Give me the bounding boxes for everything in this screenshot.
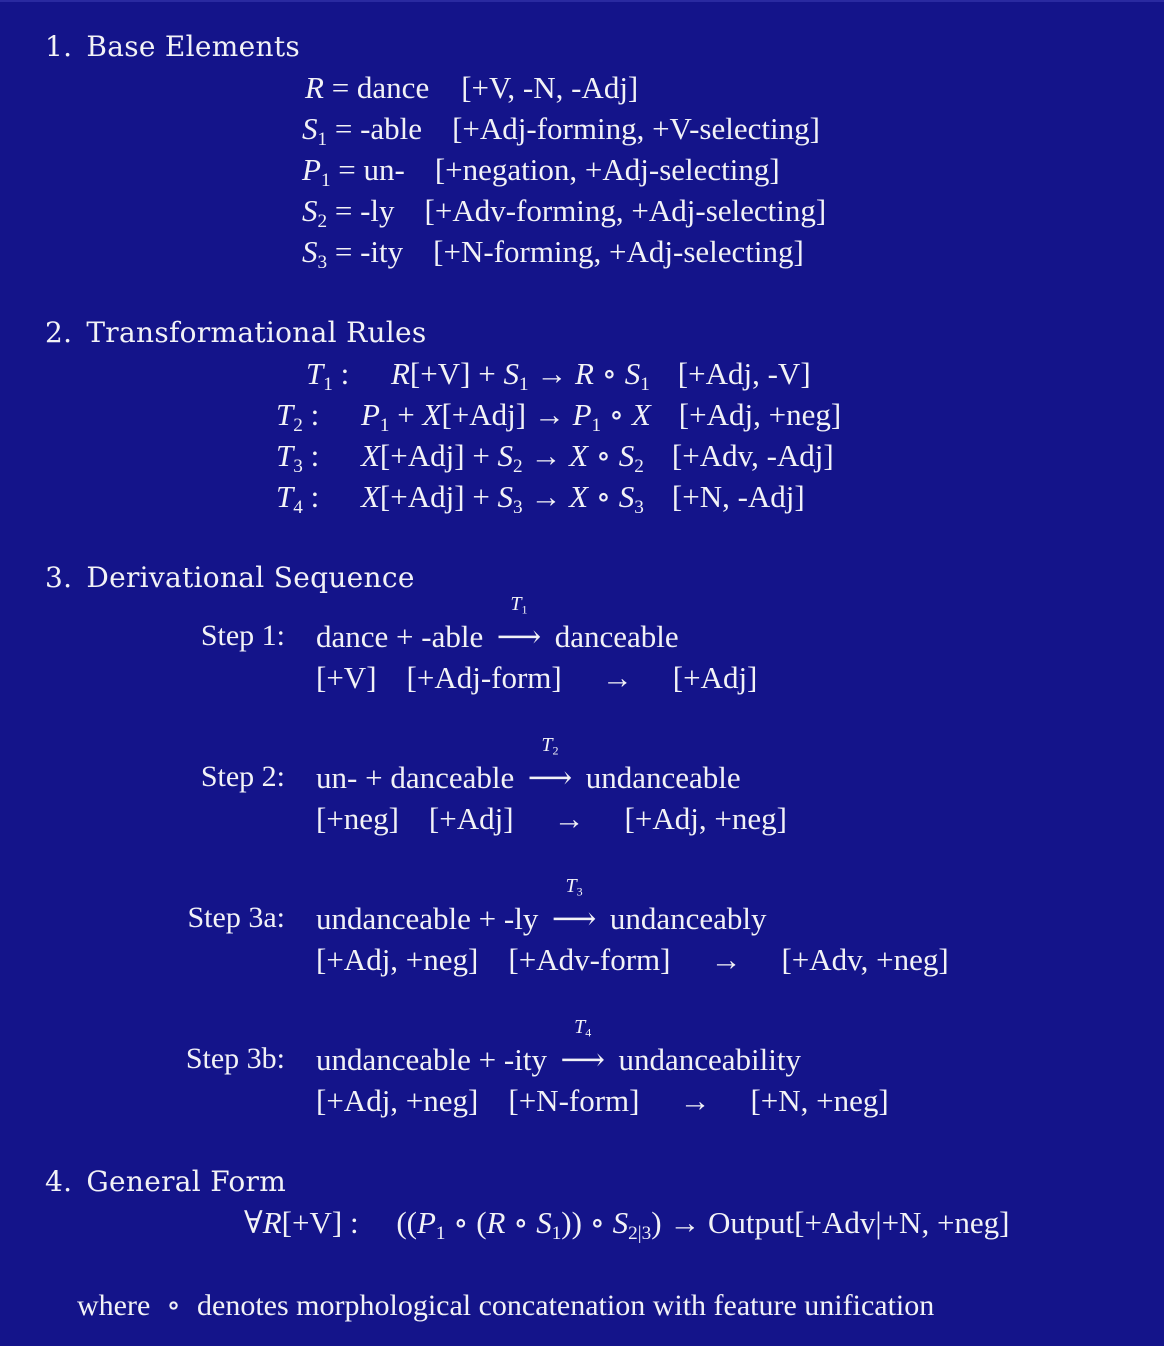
base-element-s3: $S_3 = -ity$ [+N-forming, +Adj-selecting]: [302, 234, 804, 273]
section-number: 2.: [45, 316, 73, 349]
transform-arrow: $T_2$ ⟶: [527, 734, 573, 795]
section-number: 4.: [45, 1165, 73, 1198]
section-heading-base-elements: [45, 30, 300, 63]
step-label: Step 2:: [200, 760, 285, 793]
rule-t4: $T_4$ : $X[+Adj] + S_3 \to X$ ∘ $S_3$ [+N, -Adj]: [276, 479, 805, 518]
section-title: Base Elements: [86, 30, 301, 63]
step-2-derivation: un- + danceable $T_2$ ⟶ undanceable: [316, 734, 741, 795]
transform-arrow: $T_4$ ⟶: [560, 1016, 605, 1077]
rule-t3: $T_3$ : $X[+Adj] + S_2 \to X$ ∘ $S_2$ [+Adv, -Adj]: [276, 438, 834, 477]
transform-arrow: $T_1$ ⟶: [496, 593, 542, 654]
step-1-derivation: dance + -able $T_1$ ⟶ danceable: [316, 593, 679, 654]
step-3a-derivation: undanceable + -ly $T_3$ ⟶ undanceably: [316, 875, 767, 936]
section-heading-derivational-sequence: [45, 561, 415, 594]
base-element-s2: $S_2 = -ly$ [+Adv-forming, +Adj-selecting]: [302, 193, 827, 232]
section-heading-general-form: [45, 1165, 286, 1198]
top-border: [0, 0, 1164, 2]
section-number: 1.: [45, 30, 73, 63]
rule-t1: $T_1$ : $R[+V] + S_1 \to R$ ∘ $S_1$ [+Adj, -V]: [306, 356, 811, 395]
section-title: Transformational Rules: [86, 316, 427, 349]
base-element-r: R = dance [+V, -N, -Adj]: [305, 70, 639, 105]
step-label: Step 3b:: [185, 1042, 285, 1075]
transform-arrow: $T_3$ ⟶: [551, 875, 597, 936]
circle-operator: ∘: [166, 1289, 182, 1322]
step-3a-features: [+Adj, +neg] [+Adv-form] → [+Adv, +neg]: [316, 942, 949, 977]
section-title: Derivational Sequence: [86, 561, 415, 594]
general-form-formula: ∀R[+V] : (($P_1$ ∘ (R ∘ $S_1$)) ∘ $S_{2|3}$) → Output[+Adv|+N, +neg]: [244, 1205, 1010, 1244]
footer-note: where ∘ denotes morphological concatenation with feature unification: [77, 1289, 935, 1322]
step-label: Step 3a:: [187, 901, 285, 934]
section-heading-transformational-rules: [45, 316, 427, 349]
base-element-s1: $S_1$ = -able [+Adj-forming, +V-selecting]: [302, 111, 820, 150]
section-title: General Form: [86, 1165, 287, 1198]
step-2-features: [+neg] [+Adj] → [+Adj, +neg]: [316, 801, 787, 836]
section-number: 3.: [45, 561, 73, 594]
step-1-features: [+V] [+Adj-form] → [+Adj]: [316, 660, 758, 695]
step-3b-features: [+Adj, +neg] [+N-form] → [+N, +neg]: [316, 1083, 889, 1118]
step-label: Step 1:: [200, 619, 285, 652]
base-element-p1: $P_1 = un-$ [+negation, +Adj-selecting]: [302, 152, 780, 191]
rule-t2: $T_2$ : $P_1 + X[+Adj] \to P_1$ ∘ X [+Adj, +neg]: [276, 397, 842, 436]
step-3b-derivation: undanceable + -ity $T_4$ ⟶ undanceability: [316, 1016, 801, 1077]
